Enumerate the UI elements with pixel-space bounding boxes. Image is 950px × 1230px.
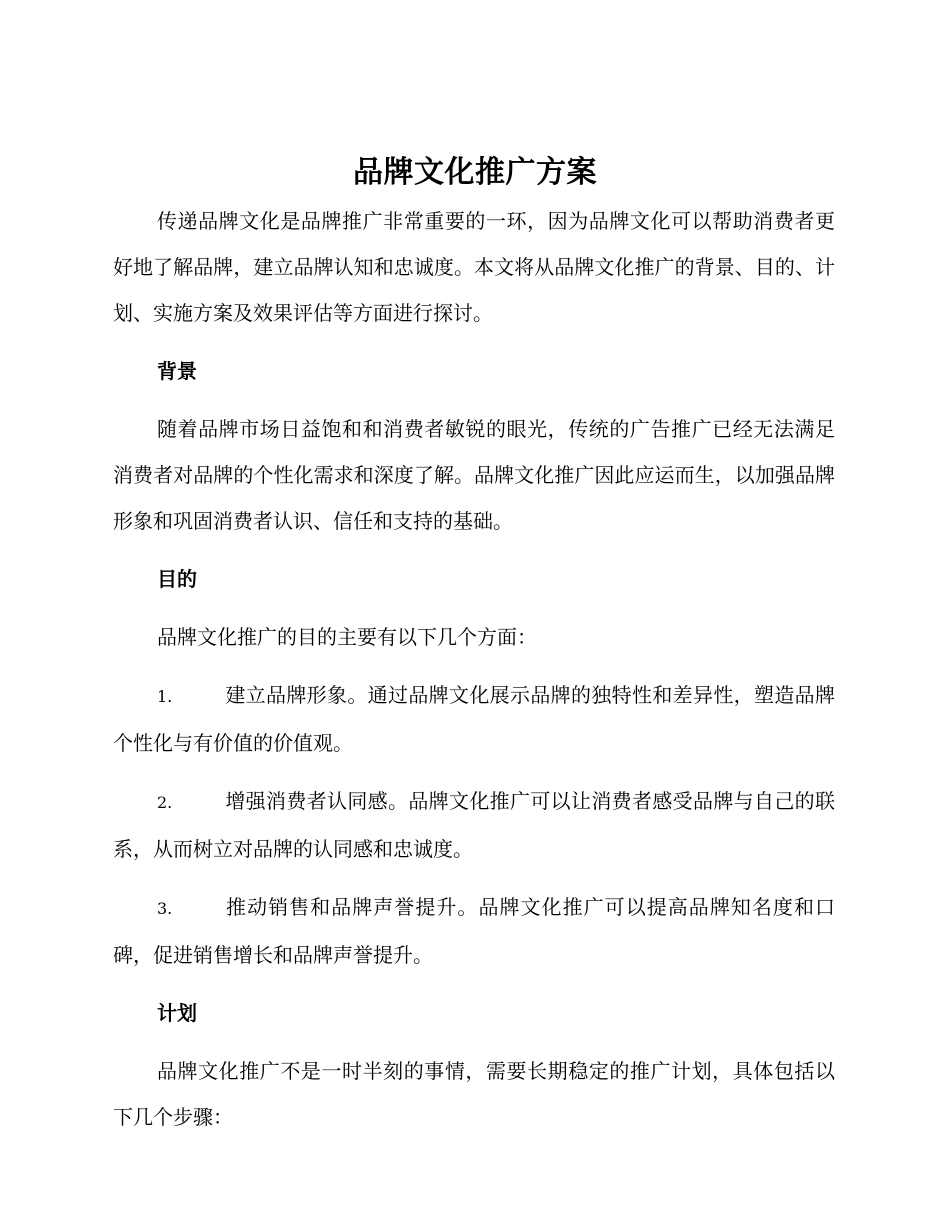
plan-paragraph: 品牌文化推广不是一时半刻的事情，需要长期稳定的推广计划，具体包括以下几个步骤： xyxy=(113,1059,835,1129)
purpose-paragraph: 品牌文化推广的目的主要有以下几个方面： xyxy=(157,625,537,649)
background-paragraph: 随着品牌市场日益饱和和消费者敏锐的眼光，传统的广告推广已经无法满足消费者对品牌的个性化需求和深度了解。品牌文化推广因此应运而生，以加强品牌形象和巩固消费者认识、信任和支持的基础。 xyxy=(113,417,835,533)
section-heading-background: 背景 xyxy=(157,359,197,383)
list-item-number: 3. xyxy=(157,899,173,918)
section-heading-purpose: 目的 xyxy=(157,567,197,591)
document-title: 品牌文化推广方案 xyxy=(353,155,597,190)
section-heading-plan: 计划 xyxy=(157,1001,197,1025)
purpose-list-item xyxy=(113,884,835,978)
list-item-text: 增强消费者认同感。品牌文化推广可以让消费者感受品牌与自己的联系，从而树立对品牌的认同感和忠诚度。 xyxy=(113,789,835,861)
list-item-text: 建立品牌形象。通过品牌文化展示品牌的独特性和差异性，塑造品牌个性化与有价值的价值观。 xyxy=(113,683,835,755)
intro-paragraph: 传递品牌文化是品牌推广非常重要的一环，因为品牌文化可以帮助消费者更好地了解品牌，建立品牌认知和忠诚度。本文将从品牌文化推广的背景、目的、计划、实施方案及效果评估等方面进行探讨。 xyxy=(113,209,835,325)
document-body xyxy=(113,198,835,1152)
purpose-list-item xyxy=(113,778,835,872)
purpose-list-item xyxy=(113,672,835,766)
list-item-number: 1. xyxy=(157,687,173,706)
list-item-number: 2. xyxy=(157,793,173,812)
list-item-text: 推动销售和品牌声誉提升。品牌文化推广可以提高品牌知名度和口碑，促进销售增长和品牌声誉提升。 xyxy=(113,895,835,967)
